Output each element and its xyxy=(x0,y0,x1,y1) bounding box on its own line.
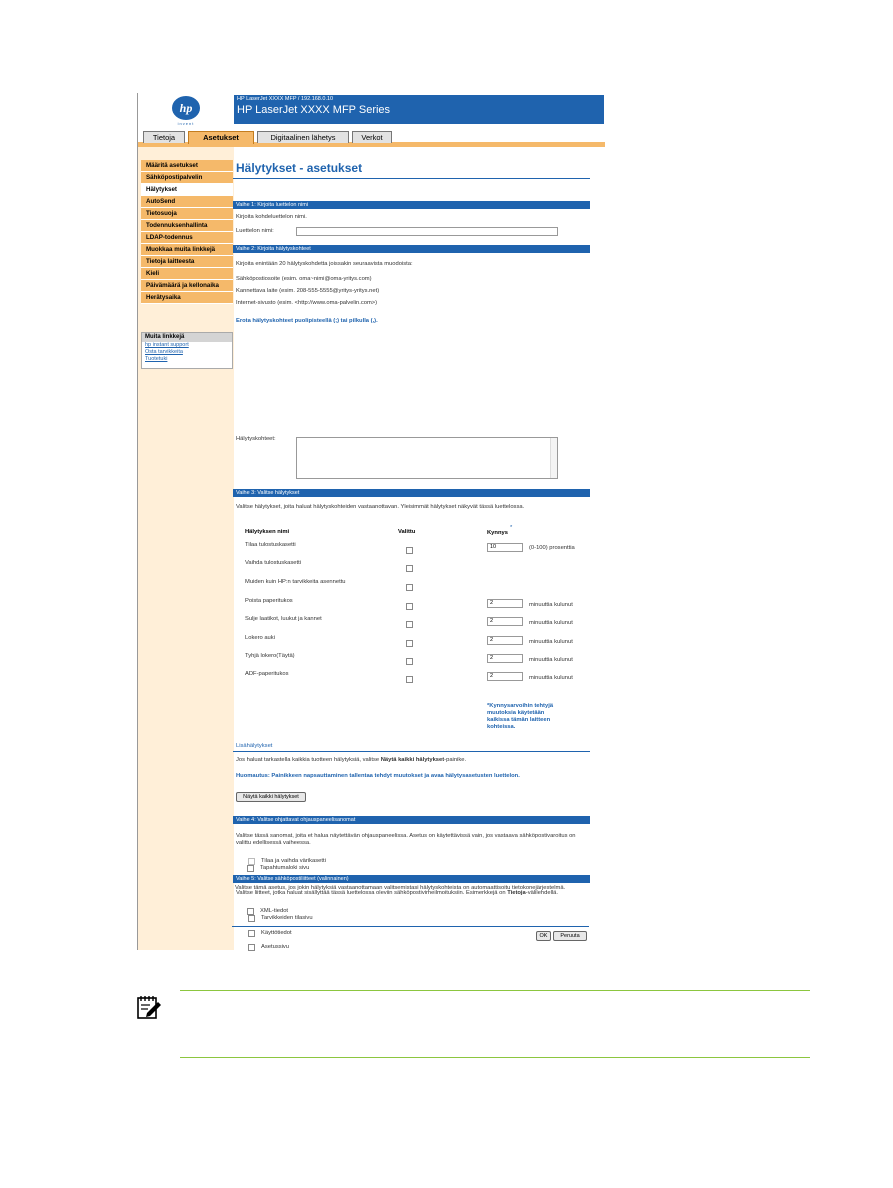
sidebar-item-autosend[interactable]: AutoSend xyxy=(141,196,233,208)
extra-text-pre: Jos haluat tarkastella kaikkia tuotteen hälytyksiä, valitse xyxy=(236,757,381,763)
sidebar-item-tietosuoja[interactable]: Tietosuoja xyxy=(141,208,233,220)
tab-digitaalinen-lahetys[interactable]: Digitaalinen lähetys xyxy=(257,131,349,143)
threshold-input[interactable]: 2 xyxy=(487,654,523,663)
sidebar-item-paivamaara[interactable]: Päivämäärä ja kellonaika xyxy=(141,280,233,292)
format-web: Internet-sivusto (esim. <http://www.oma-palvelin.com>) xyxy=(236,300,378,306)
sidebar-item-maarita-asetukset[interactable]: Määritä asetukset xyxy=(141,160,233,172)
xml-note: Valitse tämä asetus, jos jokin hälytyksiä vastaanottamaan valitsemistasi hälytyskohteista on automaattisoitu tietokonejärjestelmä. xyxy=(235,885,566,891)
page-title: Hälytykset - asetukset xyxy=(236,161,363,175)
threshold-input[interactable]: 2 xyxy=(487,617,523,626)
threshold-unit: minuuttia kulunut xyxy=(529,657,573,663)
sidebar-item-ldap-todennus[interactable]: LDAP-todennus xyxy=(141,232,233,244)
threshold-mark: * xyxy=(510,525,513,531)
product-name: HP LaserJet XXXX MFP Series xyxy=(237,104,391,116)
hp-logo-tagline: invent xyxy=(177,121,195,126)
cancel-button[interactable]: Peruuta xyxy=(553,931,587,941)
extra-alerts-title: Lisähälytykset xyxy=(236,743,273,749)
sidebar-item-kieli[interactable]: Kieli xyxy=(141,268,233,280)
step4-header: Vaihe 4: Valitse ohjattavat ohjauspaneelisanomat xyxy=(233,816,590,824)
other-links-title: Muita linkkejä xyxy=(142,333,232,342)
alert-name: Vaihda tulostuskasetti xyxy=(245,560,301,566)
alert-name: Muiden kuin HP:n tarvikkeita asennettu xyxy=(245,579,346,585)
show-all-alerts-button[interactable]: Näytä kaikki hälytykset xyxy=(236,792,306,802)
step3-instruction: Valitse hälytykset, joita haluat hälytyskohteiden vastaanottavan. Yleisimmät hälytykset näkyvät tässä luettelossa. xyxy=(236,504,525,510)
threshold-footnote: *Kynnysarvoihin tehtyjä muutoksia käytetään kaikissa tämän laitteen kohteissa. xyxy=(487,703,554,730)
threshold-unit: minuuttia kulunut xyxy=(529,675,573,681)
hp-logo xyxy=(138,93,234,129)
threshold-input[interactable]: 2 xyxy=(487,672,523,681)
threshold-input[interactable]: 2 xyxy=(487,636,523,645)
link-hp-instant-support[interactable]: hp instant support xyxy=(145,342,189,348)
threshold-unit: minuuttia kulunut xyxy=(529,602,573,608)
attachment-label: Tapahtumaloki sivu xyxy=(260,865,310,871)
xml-checkbox[interactable] xyxy=(247,908,254,915)
destinations-label: Hälytyskohteet: xyxy=(236,436,276,442)
step5-instruction-post: -välilehdellä. xyxy=(525,890,558,896)
cartridge-message-label: Tilaa ja vaihda värikasetti xyxy=(261,858,326,864)
format-email: Sähköpostiosoite (esim. oma~nimi@oma-yritys.com) xyxy=(236,276,372,282)
main-content-lower xyxy=(232,0,604,950)
step5-instruction-bold: Tietoja xyxy=(507,890,526,896)
link-tuotetuki[interactable]: Tuotetuki xyxy=(145,356,168,362)
step4-instruction: Valitse tässä sanomat, joita et halua näytettävän ohjauspaneelissa. Asetus on käytettävissä vain, jos vastaava sähköpostivaroitus on valittu edellisessä vaiheessa. xyxy=(236,833,576,846)
threshold-input[interactable]: 2 xyxy=(487,599,523,608)
note-rule-top xyxy=(180,990,810,991)
step2-instruction: Kirjoita enintään 20 hälytyskohdetta joissakin seuraavista muodoista: xyxy=(236,261,413,267)
note-rule-bottom xyxy=(180,1057,810,1058)
sidebar-item-tietoja-laitteesta[interactable]: Tietoja laitteesta xyxy=(141,256,233,268)
col-alert-name: Hälytyksen nimi xyxy=(245,529,290,535)
link-osta-tarvikkeita[interactable]: Osta tarvikkeita xyxy=(145,349,183,355)
threshold-input[interactable]: 10 xyxy=(487,543,523,552)
footer-rule xyxy=(232,926,589,927)
sidebar-item-todennuksenhallinta[interactable]: Todennuksenhallinta xyxy=(141,220,233,232)
device-path: HP LaserJet XXXX MFP / 192.168.0.10 xyxy=(237,96,334,102)
other-links-box xyxy=(141,332,233,369)
extra-text-bold: Näytä kaikki hälytykset xyxy=(380,757,445,763)
step1-instruction: Kirjoita kohdeluettelon nimi. xyxy=(236,214,307,220)
extra-alerts-note: Huomautus: Painikkeen napsauttaminen tallentaa tehdyt muutokset ja avaa hälytysasetusten luettelon. xyxy=(236,773,520,779)
list-name-label: Luettelon nimi: xyxy=(236,228,274,234)
separator-note: Erota hälytyskohteet puolipisteellä (;) tai pilkulla (,). xyxy=(236,318,378,324)
note-icon xyxy=(136,994,162,1020)
tab-asetukset[interactable]: Asetukset xyxy=(188,131,254,144)
tab-verkot[interactable]: Verkot xyxy=(352,131,392,143)
col-selected: Valittu xyxy=(398,529,416,535)
step3-header: Vaihe 3: Valitse hälytykset xyxy=(233,489,590,497)
alert-name: Poista paperitukos xyxy=(245,598,293,604)
step5-instruction-pre: Valitse liitteet, jotka haluat sisällyttää tässä luettelossa oleviin sähköpostivirheilmoituksiin. Esimerkkejä on xyxy=(236,890,508,896)
step1-header: Vaihe 1: Kirjoita luettelon nimi xyxy=(233,201,590,209)
tab-tietoja[interactable]: Tietoja xyxy=(143,131,185,143)
hp-logo-mark: hp xyxy=(172,96,200,120)
alert-name: Tilaa tulostuskasetti xyxy=(245,542,296,548)
sidebar-item-heratysaika[interactable]: Herätysaika xyxy=(141,292,233,304)
step5-header: Vaihe 5: Valitse sähköpostiliitteet (valinnainen) xyxy=(233,875,590,883)
alert-name: Tyhjä lokero(Täytä) xyxy=(245,653,295,659)
threshold-unit: minuuttia kulunut xyxy=(529,620,573,626)
alert-name: ADF-paperitukos xyxy=(245,671,289,677)
attachment-checkbox[interactable] xyxy=(247,865,254,872)
alert-name: Lokero auki xyxy=(245,635,275,641)
sidebar-item-halytykset[interactable]: Hälytykset xyxy=(141,184,233,196)
sidebar-item-sahkopostipalvelin[interactable]: Sähköpostipalvelin xyxy=(141,172,233,184)
attachment-label: Tarvikkeiden tilasivu xyxy=(261,915,313,921)
sidebar-item-muokkaa-muita-linkkeja[interactable]: Muokkaa muita linkkejä xyxy=(141,244,233,256)
format-mobile: Kannettava laite (esim. 208-555-5555@yritys-yritys.net) xyxy=(236,288,380,294)
xml-label: XML-tiedot xyxy=(260,908,289,914)
col-threshold: Kynnys xyxy=(487,530,508,536)
sidebar xyxy=(138,147,234,950)
extra-text-post: -painike. xyxy=(444,757,467,763)
alert-name: Sulje laatikot, luukut ja kannet xyxy=(245,616,322,622)
threshold-unit: minuuttia kulunut xyxy=(529,639,573,645)
step2-header: Vaihe 2: Kirjoita hälytyskohteet xyxy=(233,245,590,253)
ok-button[interactable]: OK xyxy=(536,931,551,941)
threshold-unit: (0-100) prosenttia xyxy=(529,545,575,551)
attachment-label: Käyttötiedot xyxy=(261,930,292,936)
attachment-label: Asetussivu xyxy=(261,944,290,950)
sidebar-menu xyxy=(141,160,233,304)
